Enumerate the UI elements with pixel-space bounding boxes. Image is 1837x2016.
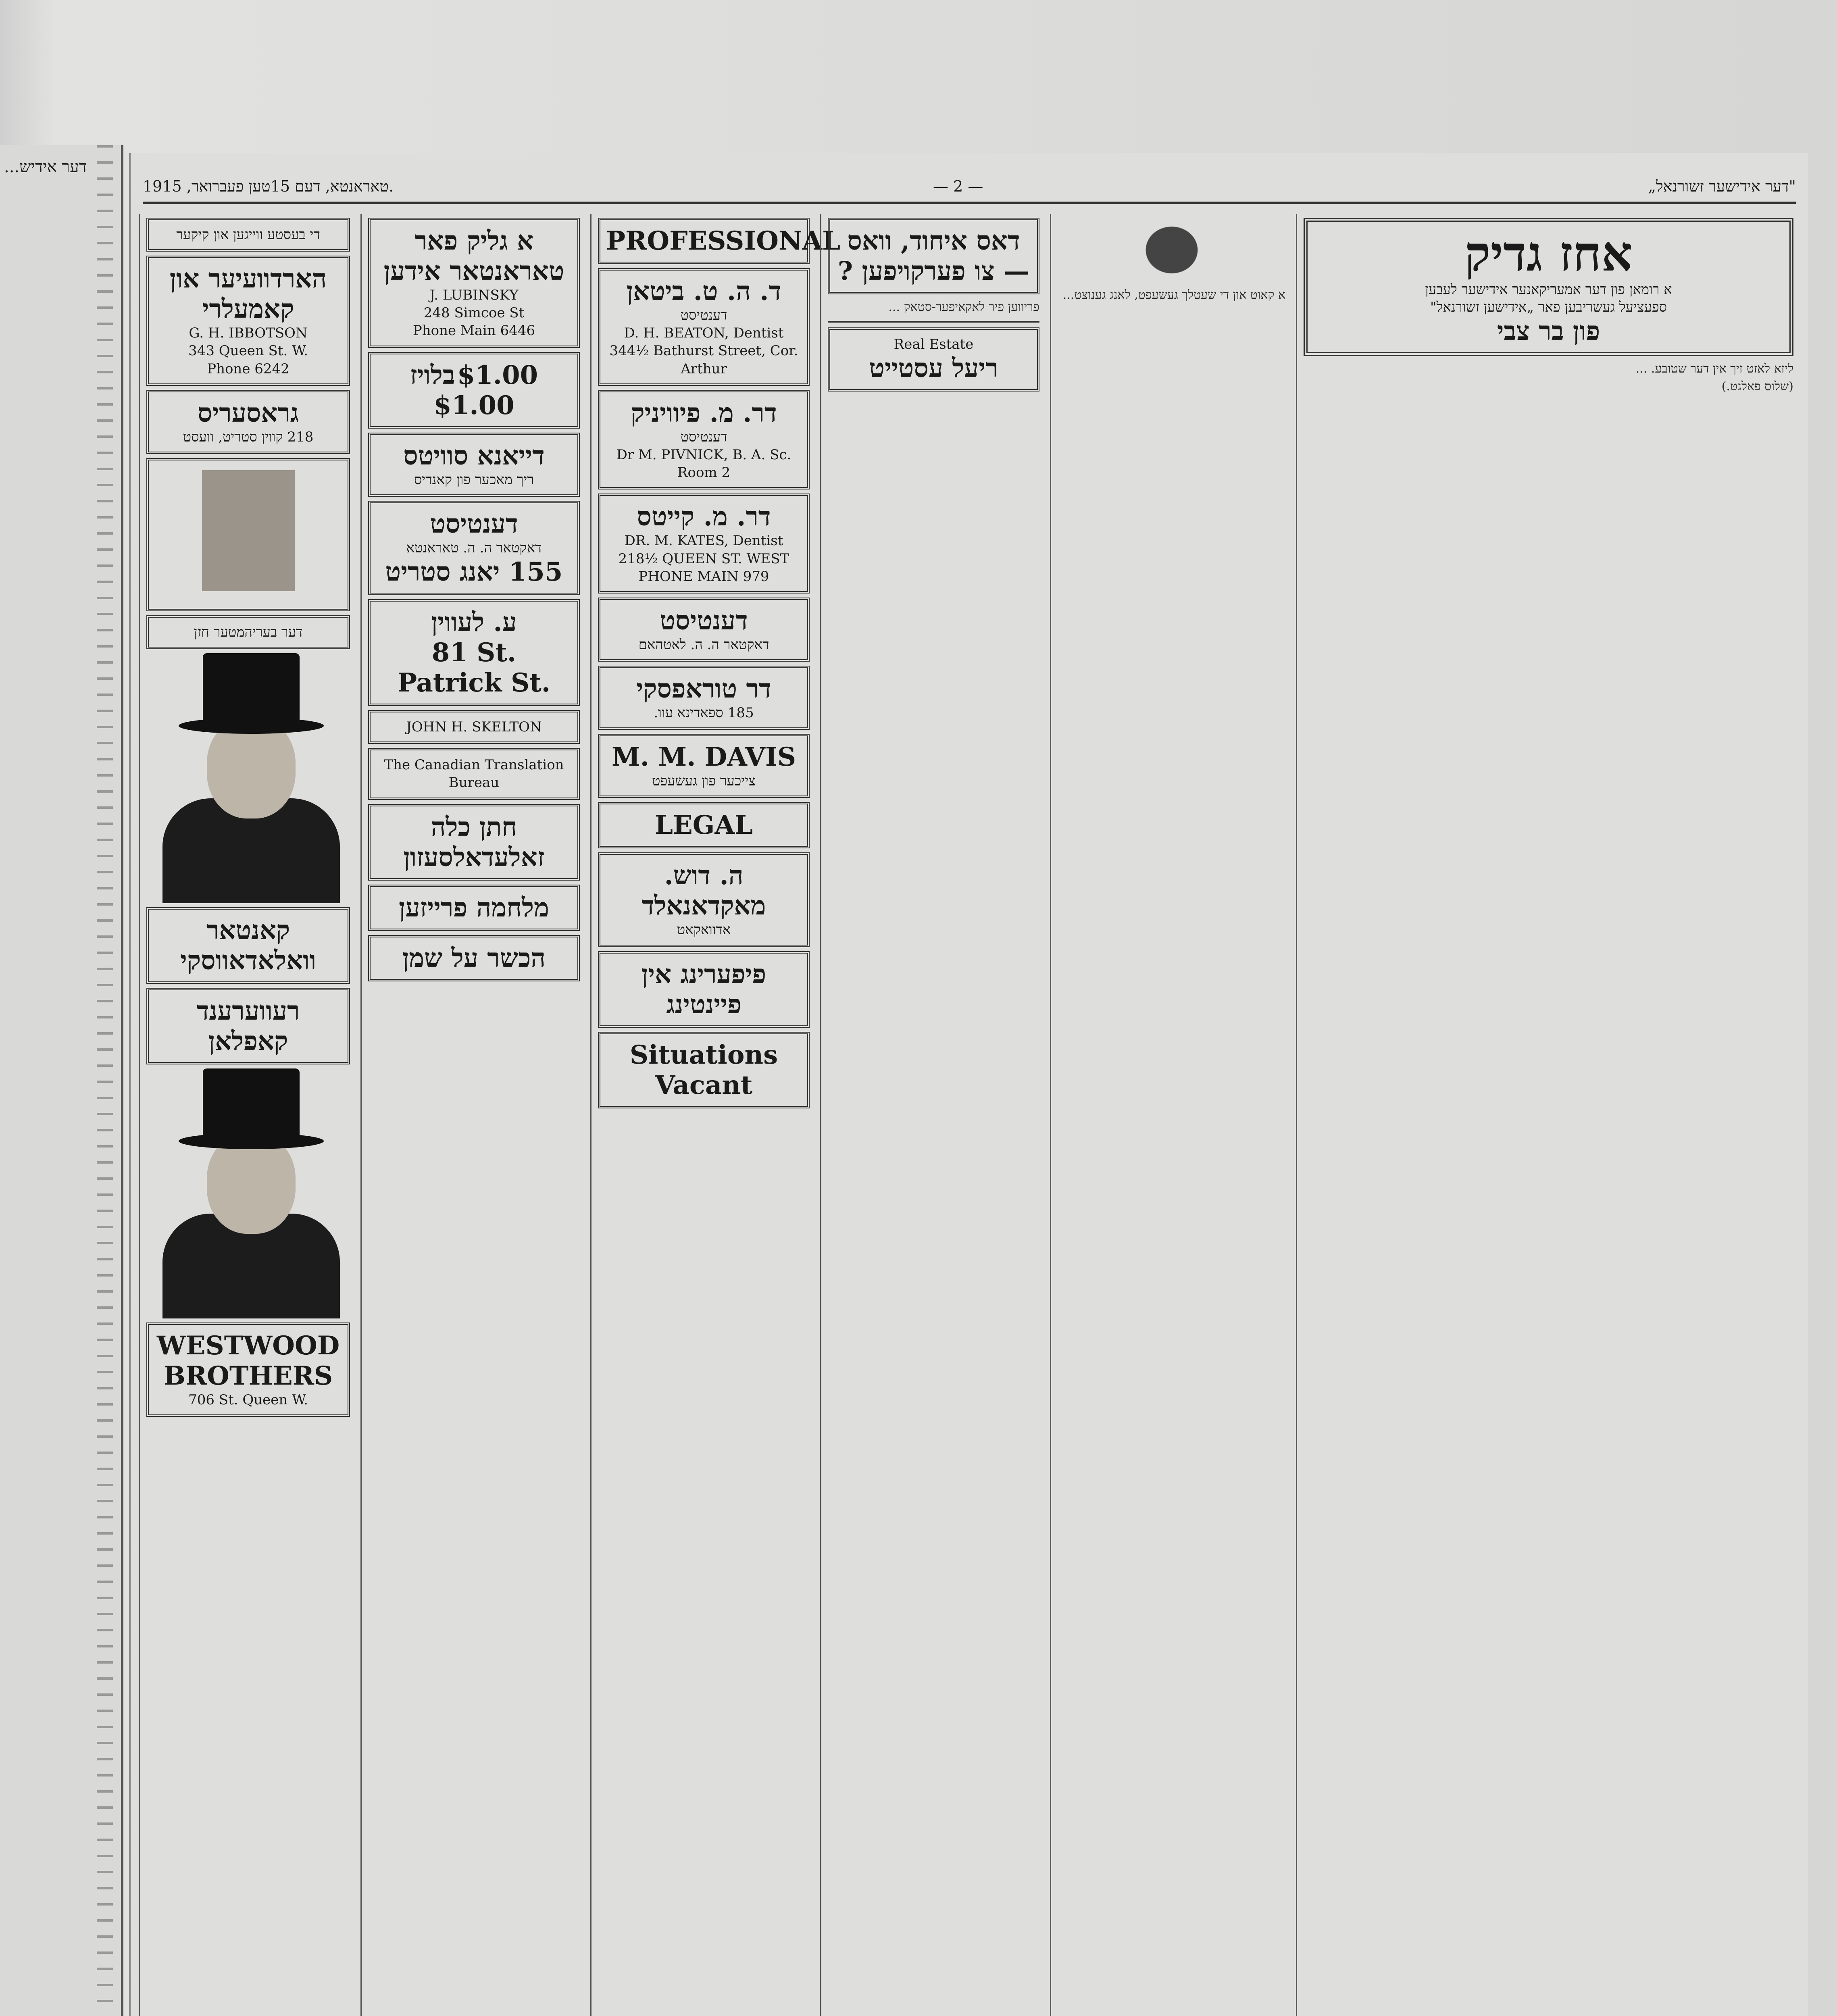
ad-beaton-address: 344½ Bathurst Street, Cor. Arthur: [609, 343, 798, 377]
real-estate-header: [828, 327, 1039, 392]
ad-groceries-title: גראסעריס: [198, 398, 299, 428]
editorial-column: [1050, 214, 1292, 2016]
ad-beaton-english: D. H. BEATON, Dentist: [624, 325, 784, 342]
story-title-box: [1304, 218, 1793, 356]
ad-skelton: JOHN H. SKELTON: [368, 710, 580, 744]
page-header: [143, 177, 1796, 204]
story-body: ליזא לאזט זיך אין דער שטובע. ...: [1635, 362, 1793, 376]
ad-macdonald: [598, 852, 810, 947]
story-column: [1296, 214, 1800, 2016]
ad-lviv: [368, 599, 580, 706]
ad-diana-title: דייאנא סוויטס: [403, 440, 545, 471]
ad-davis-name: M. M. DAVIS: [611, 742, 796, 773]
cantor-portrait-image: [146, 653, 356, 903]
editorial-notice: פריווען פיר לאקאיפער-סטאק ...: [888, 300, 1039, 314]
cantor-name: קאנטאר וואלאדאווסקי: [146, 907, 350, 984]
story-subtitle: א רומאן פון דער אמעריקאנער אידישער לעבען: [1425, 281, 1672, 298]
editorial-subtitle: — צו פערקויפען ?: [837, 256, 1030, 286]
ad-groceries: [146, 390, 350, 454]
ad-furniture-phone: Phone Main 6446: [412, 323, 535, 339]
ad-painting: פיפערינג אין פיינטינג: [598, 951, 810, 1028]
ad-latham: [598, 598, 810, 662]
ad-top-portrait-caption: דער בעריהמטער חזן: [146, 615, 350, 649]
newspaper-page: [129, 153, 1808, 2016]
ad-war-prices: [368, 885, 580, 931]
professional-column: [590, 214, 841, 2016]
ad-chosen-subtitle: זאלעדאלסעזון: [403, 842, 545, 873]
price-b: בלויז: [410, 360, 455, 390]
header-date: טאראנטא, דעם 15טען פעברואר, 1915.: [143, 177, 394, 195]
ad-chosen: [368, 804, 580, 881]
situations-heading: Situations Vacant: [598, 1032, 810, 1108]
crest-icon: [1131, 214, 1212, 286]
ad-westwood: [146, 1322, 350, 1417]
ad-hardware-title: הארדוועיער און קאמעלרי: [169, 264, 327, 325]
ad-hardware-name: G. H. IBBOTSON: [189, 325, 308, 342]
ad-cantor-photo: [146, 458, 350, 611]
ad-war-prices-title: מלחמה פרייזען: [399, 892, 549, 923]
header-paper-name: „דער אידישער זשורנאל": [1648, 177, 1796, 195]
classifieds-column: [820, 214, 1046, 2016]
story-closing: (שלוס פאלגט.): [1721, 379, 1793, 394]
ad-dentist-box-text: דאקטאר ה. ה. טאראנטא: [406, 539, 542, 556]
story-byline-label: ספעציעל געשריבען פאר „אידישען זשורנאל": [1430, 299, 1667, 316]
adjacent-page-edge: [0, 145, 123, 2016]
ad-beaton-title: דענטיסט: [680, 307, 727, 323]
ad-furniture-name: J. LUBINSKY: [429, 287, 519, 303]
ad-kates-name: דר. מ. קייטס: [637, 502, 771, 532]
ad-turapski-address: 185 ספאדינא עוו.: [654, 705, 754, 721]
ad-diana-text: ריך מאכער פון קאנדיס: [414, 471, 534, 488]
ad-chosen-title: חתן כלה: [431, 812, 517, 842]
editorial-body: א קאוט און די שעטלך געשעפט, לאנג גענוצט...: [1062, 288, 1285, 302]
header-page-number: — 2 —: [933, 177, 983, 195]
ad-kates-address: 218½ QUEEN ST. WEST: [618, 550, 789, 567]
ad-kosher: [368, 935, 580, 981]
ad-pivnick-room: Room 2: [677, 464, 731, 481]
ad-pivnick-english: Dr M. PIVNICK, B. A. Sc.: [616, 446, 791, 463]
reverend-name: רעווערענד קאפלאן: [146, 988, 350, 1064]
ad-kates-english: DR. M. KATES, Dentist: [624, 533, 783, 549]
ad-davis-text: צייכער פון געשעפט: [652, 773, 756, 789]
ad-kates: [598, 494, 810, 594]
ad-groceries-address: 218 קווין סטריט, וועסט: [183, 429, 314, 445]
price-c: $1.00: [433, 390, 514, 421]
ad-westwood-address: 706 St. Queen W.: [188, 1392, 308, 1408]
ad-dentist-box-phone: 155 יאנג סטריט: [385, 556, 563, 587]
ad-prices: [368, 352, 580, 429]
story-author: פון בר צבי: [1497, 316, 1600, 347]
reverend-portrait-image: [146, 1068, 356, 1318]
ad-macdonald-text: אדוואקאט: [677, 922, 731, 938]
ad-latham-title: דאקטאר ה. ה. לאטהאם: [638, 636, 769, 653]
cantor-photo: [202, 470, 295, 591]
professional-heading: PROFESSIONAL: [598, 218, 810, 264]
legal-heading: LEGAL: [598, 802, 810, 848]
ad-furniture-address: 248 Simcoe St: [423, 305, 525, 321]
ads-column-second: [360, 214, 586, 2016]
ad-turapski: [598, 666, 810, 730]
story-title: אחז גדיק: [1464, 225, 1633, 282]
editorial-header: [828, 218, 1039, 294]
ad-lviv-name: ע. לעווין: [431, 607, 517, 637]
ad-hardware-phone: Phone 6242: [207, 360, 290, 377]
real-estate-english: Real Estate: [894, 336, 974, 352]
ad-pivnick-title: דענטיסט: [680, 429, 727, 445]
ad-latham-name: דענטיסט: [660, 605, 748, 636]
adjacent-page-column: [97, 145, 113, 2016]
ad-dentist-box: [368, 501, 580, 595]
ad-diana: [368, 433, 580, 497]
ad-hardware: [146, 256, 350, 386]
ads-column-left: [139, 214, 356, 2016]
ad-davis: [598, 734, 810, 798]
ad-kates-phone: PHONE MAIN 979: [638, 568, 769, 585]
price-a: $1.00: [457, 360, 538, 390]
adjacent-page-header: ...דער אידיש: [4, 158, 87, 176]
ad-turapski-name: דר טוראפסקי: [636, 674, 771, 704]
ad-beaton: [598, 268, 810, 386]
ad-lviv-address: 81 St. Patrick St.: [397, 637, 551, 698]
ad-furniture: [368, 218, 580, 348]
ad-top-notice: די בעסטע ווייגען און קיקער: [146, 218, 350, 252]
ad-dentist-box-title: דענטיסט: [430, 508, 518, 539]
ad-hardware-address: 343 Queen St. W.: [188, 343, 308, 359]
editorial-title: דאס איחוד, וואס: [847, 226, 1020, 256]
ad-westwood-name: WESTWOOD BROTHERS: [156, 1331, 340, 1391]
ad-pivnick: [598, 390, 810, 490]
ad-furniture-title: א גליק פאר טאראנטאר אידען: [383, 226, 564, 286]
ad-beaton-name: ד. ה. ט. ביטאן: [626, 276, 781, 306]
ad-pivnick-name: דר. מ. פיוויניק: [631, 398, 777, 428]
real-estate-yiddish: ריעל עסטייט: [869, 353, 998, 383]
ad-macdonald-name: ה. דוש. מאקדאנאלד: [641, 860, 766, 921]
ad-kosher-title: הכשר על שמן: [402, 943, 546, 973]
ad-translation: The Canadian Translation Bureau: [368, 748, 580, 800]
